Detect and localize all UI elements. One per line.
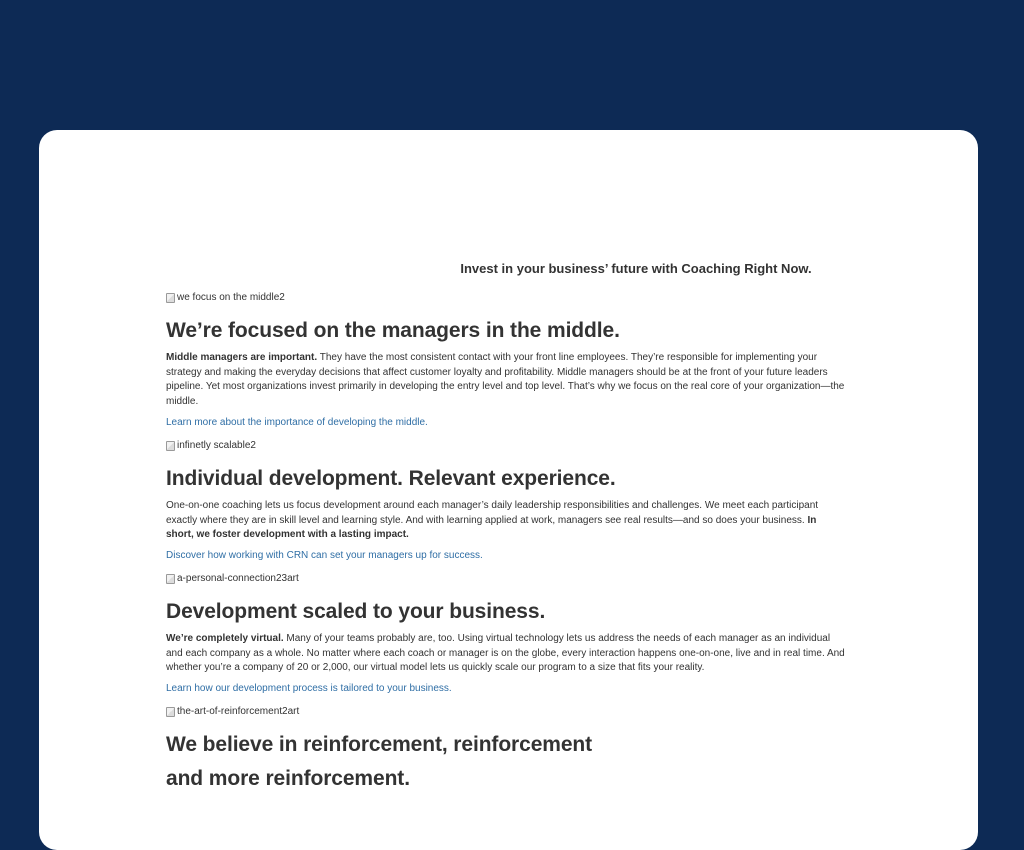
section-heading-development-scaled: Development scaled to your business.	[166, 600, 546, 623]
image-we-focus-on-the-middle: we focus on the middle2	[166, 292, 285, 303]
intro-text: Invest in your business’ future with Coaching Right Now.	[460, 261, 812, 276]
broken-image-icon	[166, 293, 175, 303]
broken-image-icon	[166, 707, 175, 717]
section-paragraph-managers: Middle managers are important. They have the most consistent contact with your front line employees. They’re responsible for implementing your strategy and making the everyday decisions that affect customer loyalty and profitability. Middle managers should be at the front of your future leaders pipeline. Yet most organizations invest primarily in developing the entry level and top level. That’s why we focus on the real core of your organization—the middle.	[166, 352, 845, 407]
link-developing-middle[interactable]: Learn more about the importance of developing the middle.	[166, 417, 428, 428]
section-heading-reinforcement-line2: and more reinforcement.	[166, 767, 410, 790]
section-heading-managers: We’re focused on the managers in the middle.	[166, 319, 620, 342]
content-card	[39, 130, 978, 850]
image-infinetly-scalable: infinetly scalable2	[166, 440, 256, 451]
image-personal-connection: a-personal-connection23art	[166, 573, 299, 584]
image-art-of-reinforcement: the-art-of-reinforcement2art	[166, 706, 299, 717]
broken-image-icon	[166, 441, 175, 451]
section-heading-reinforcement: We believe in reinforcement, reinforcement	[166, 733, 593, 756]
section-heading-individual-development: Individual development. Relevant experience.	[166, 467, 616, 490]
broken-image-icon	[166, 574, 175, 584]
section-paragraph-individual-development: One-on-one coaching lets us focus development around each manager’s daily leadership responsibilities and challenges. We meet each participant exactly where they are in skill level and learning style. And with learning applied at work, managers see real results—and so does your business. In short, we foster development with a lasting impact.	[166, 500, 819, 541]
section-paragraph-development-scaled: We’re completely virtual. Many of your teams probably are, too. Using virtual technology lets us address the needs of each manager as an individual and each company as a whole. No matter where each coach or manager is on the globe, every interaction happens one-on-one, live and in real time. And whether you’re a company of 20 or 2,000, our virtual model lets us quickly scale our program to a size that fits your reality.	[166, 633, 845, 674]
link-development-process[interactable]: Learn how our development process is tailored to your business.	[166, 683, 452, 694]
link-crn-success[interactable]: Discover how working with CRN can set your managers up for success.	[166, 550, 483, 561]
